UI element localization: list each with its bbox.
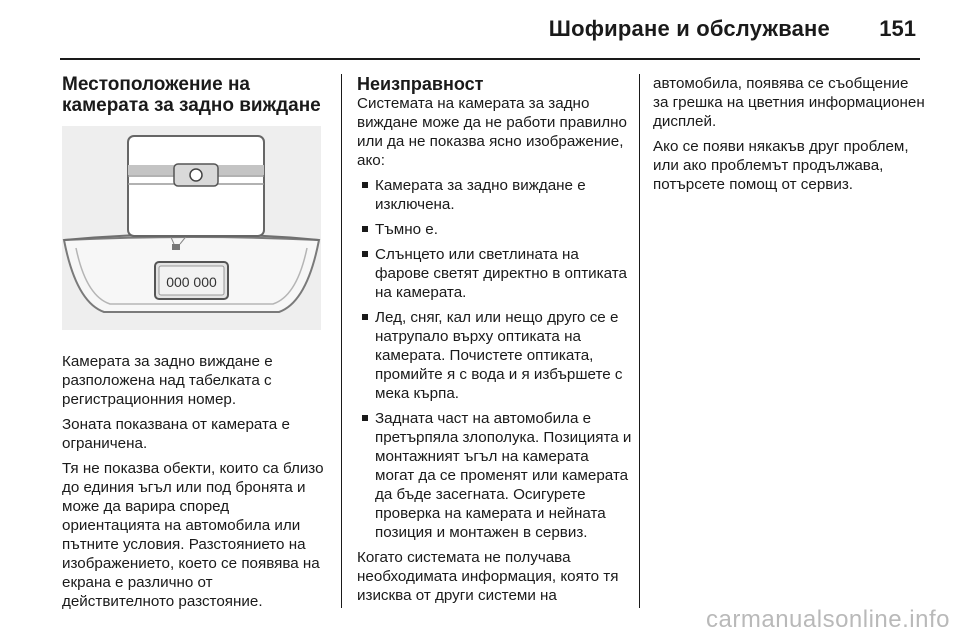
license-plate-number: 000 000 — [166, 274, 217, 290]
left-paragraph: Зоната показвана от камерата е ограничена. — [62, 416, 290, 452]
middle-column — [357, 74, 632, 611]
rear-camera-illustration — [62, 126, 321, 330]
page-header-title: Шофиране и обслужване — [548, 16, 830, 41]
camera-mark — [172, 244, 180, 250]
section-heading-malfunction: Неизправност — [357, 74, 484, 94]
left-paragraph: Камерата за задно виждане е разположена над табелката с регистрационния номер. — [62, 353, 273, 408]
left-paragraph: Тя не показва обекти, които са близо до единия ъгъл или под бронята и може да варира според ориентацията на автомобила или пътните условия. Разстоянието на изображението, което се появява на екрана е различно от действителното разстояние. — [62, 460, 324, 610]
list-item: Камерата за задно виждане е изключена. — [357, 176, 632, 214]
right-column — [653, 74, 928, 200]
right-paragraph: автомобила, появява се съобщение за грешка на цветния информационен дисплей. — [653, 75, 925, 130]
malfunction-closing: Когато системата не получава необходимата информация, която тя изисква от други системи на — [357, 549, 619, 604]
column-divider — [341, 74, 342, 608]
list-item: Задната част на автомобила е претърпяла злополука. Позицията и монтажният ъгъл на камерата могат да се променят или камерата да бъде засегнатa. Осигурете проверка на камерата и нейната позиция и монтажен в сервиз. — [357, 409, 632, 542]
list-item: Тъмно е. — [357, 220, 632, 239]
watermark-text: carmanualsonline.info — [706, 606, 950, 633]
section-heading-camera-location: Местоположение на камерата за задно виждане — [62, 74, 321, 116]
camera-lens-icon — [190, 169, 202, 181]
right-paragraph: Ако се появи някакъв друг проблем, или ако проблемът продължава, потърсете помощ от сервиз. — [653, 138, 909, 193]
malfunction-list — [357, 176, 632, 542]
header-rule — [60, 58, 920, 60]
list-item: Слънцето или светлината на фарове светят директно в оптиката на камерата. — [357, 245, 632, 302]
list-item: Лед, сняг, кал или нещо друго се е натрупало върху оптиката на камерата. Почистете оптиката, промийте я с вода и я избършете с мека кърпа. — [357, 308, 632, 403]
rear-camera-figure — [62, 126, 321, 330]
page-number: 151 — [879, 16, 916, 41]
left-column — [62, 74, 324, 617]
malfunction-intro: Системата на камерата за задно виждане може да не работи правилно или да не показва ясно изображение, ако: — [357, 95, 627, 169]
column-divider — [639, 74, 640, 608]
